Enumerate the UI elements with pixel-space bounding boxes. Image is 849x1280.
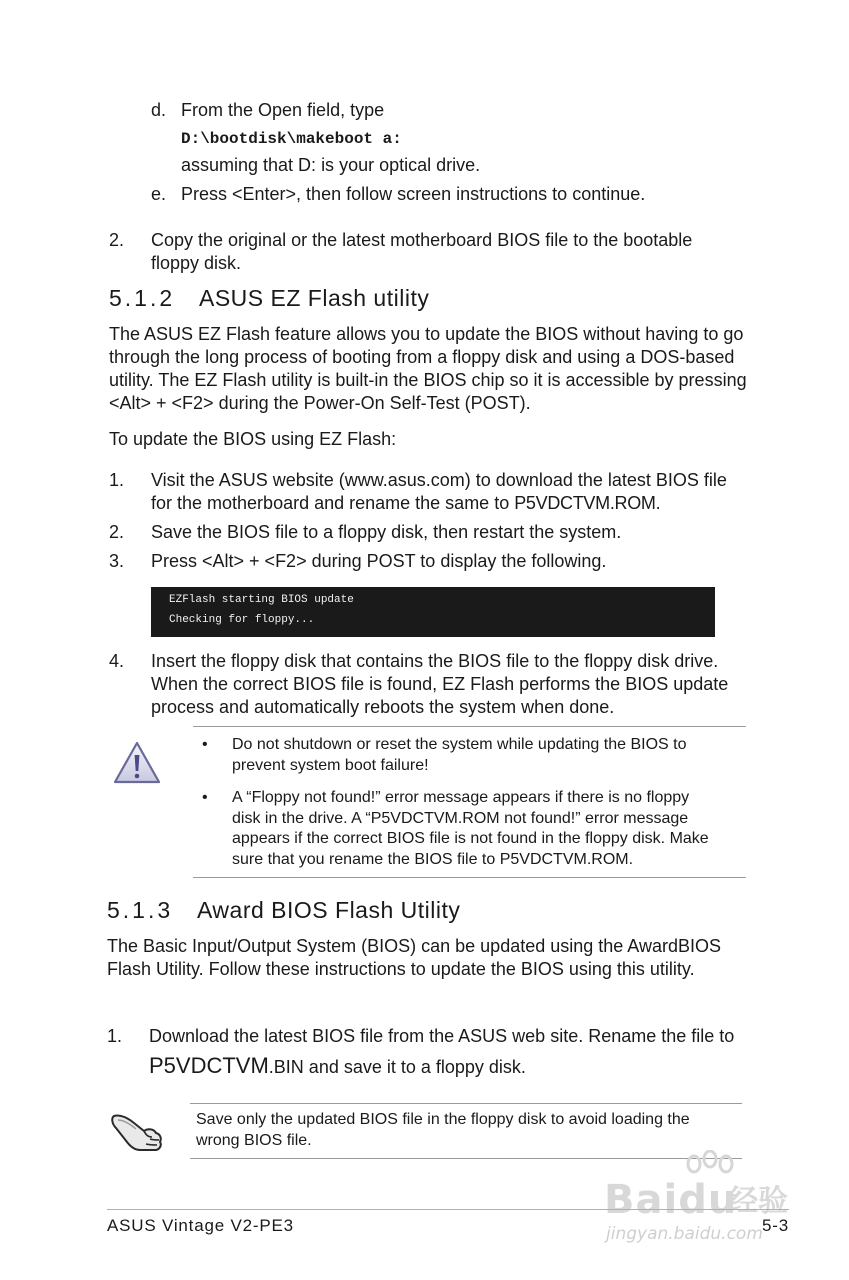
caution-top-rule <box>193 726 746 727</box>
award-step-1 <box>107 1022 747 1082</box>
section-512-title: ASUS EZ Flash utility <box>199 285 430 311</box>
caution-text: Do not shutdown or reset the system while updating the BIOS to prevent system boot failure! <box>232 736 687 774</box>
step-2-text: Copy the original or the latest motherboard BIOS file to the bootable floppy disk. <box>151 230 693 273</box>
section-513-number: 5.1.3 <box>107 897 174 923</box>
step-d-marker: d. <box>151 100 167 120</box>
ezflash-terminal <box>151 587 715 637</box>
footer-product-name: ASUS Vintage V2-PE3 <box>107 1216 294 1235</box>
list-item-text <box>151 469 739 515</box>
caution-bullets <box>200 735 720 870</box>
list-item <box>200 735 720 776</box>
note-top-rule <box>190 1103 742 1104</box>
list-item-text: Press <Alt> + <F2> during POST to display the following. <box>151 551 607 571</box>
step-e-marker: e. <box>151 184 167 204</box>
step-d-note: assuming that D: is your optical drive. <box>181 155 481 175</box>
footer-rule <box>107 1209 789 1210</box>
list-item <box>109 521 739 544</box>
step-2-copy <box>109 229 739 275</box>
watermark-url: jingyan.baidu.com <box>606 1224 763 1244</box>
bullet-marker: • <box>202 789 208 806</box>
step-d-text: From the Open field, type <box>181 100 385 120</box>
watermark-logo: Baidu <box>604 1177 738 1223</box>
section-512-intro: The ASUS EZ Flash feature allows you to update the BIOS without having to go through the long process of booting from a floppy disk and using a DOS-based utility. The EZ Flash utility is built-in the BIOS chip so it is accessible by pressing <Alt> + <F2> during the Power-On Self-Test (POST). <box>109 324 747 413</box>
note-text: Save only the updated BIOS file in the floppy disk to avoid loading the wrong BIOS file. <box>196 1111 690 1149</box>
step-4-marker: 4. <box>109 651 125 671</box>
step-4-text: Insert the floppy disk that contains the BIOS file to the floppy disk drive. When the correct BIOS file is found, EZ Flash performs the BIOS update process and automatically reboots the system when done. <box>151 651 729 717</box>
list-item-marker: 3. <box>109 551 125 571</box>
step-1-text: Visit the ASUS website (www.asus.com) to download the latest BIOS file for the motherboard and rename the same to <box>151 470 727 513</box>
bullet-marker: • <box>202 736 208 753</box>
list-item-marker: 1. <box>109 470 125 490</box>
footer-page-number: 5-3 <box>762 1216 789 1235</box>
section-513-title: Award BIOS Flash Utility <box>197 897 461 923</box>
section-512-number: 5.1.2 <box>109 285 176 311</box>
award-step-1-marker: 1. <box>107 1026 123 1046</box>
watermark-cn: 经验 <box>728 1184 788 1219</box>
bin-filename: P5VDCTVM <box>149 1053 269 1078</box>
step-4-insert-floppy <box>109 650 739 719</box>
section-513-heading <box>107 897 747 924</box>
step-e-text: Press <Enter>, then follow screen instructions to continue. <box>181 184 646 204</box>
step-d <box>151 99 771 206</box>
list-item-marker: 2. <box>109 522 125 542</box>
award-step-1-text <box>149 1022 747 1082</box>
terminal-line: EZFlash starting BIOS update <box>169 594 354 606</box>
terminal-line: Checking for floppy... <box>169 614 315 626</box>
list-item <box>109 469 739 515</box>
award-step-1-before: Download the latest BIOS file from the ASUS web site. Rename the file to <box>149 1026 735 1046</box>
caution-text: A “Floppy not found!” error message appears if there is no floppy disk in the drive. A “P5VDCTVM.ROM not found!” error message appears if the correct BIOS file is not found in the floppy disk. Make sure that you rename the BIOS file to P5VDCTVM.ROM. <box>232 789 709 868</box>
rom-filename: P5VDCTVM.ROM <box>514 493 656 513</box>
ez-flash-steps <box>109 469 739 573</box>
list-item <box>200 788 720 870</box>
warning-triangle-icon <box>112 740 162 786</box>
step-2-marker: 2. <box>109 230 125 250</box>
step-1-tail: . <box>655 493 661 513</box>
section-512-heading <box>109 285 749 312</box>
makeboot-command: D:\bootdisk\makeboot a: <box>181 130 402 148</box>
award-step-1-after: .BIN and save it to a floppy disk. <box>268 1057 526 1077</box>
pointing-hand-icon <box>110 1110 166 1154</box>
caution-bottom-rule <box>193 877 746 878</box>
list-item <box>109 550 739 573</box>
section-512-lead: To update the BIOS using EZ Flash: <box>109 429 397 449</box>
list-item-text: Save the BIOS file to a floppy disk, then restart the system. <box>151 522 622 542</box>
section-513-intro: The Basic Input/Output System (BIOS) can be updated using the AwardBIOS Flash Utility. Follow these instructions to update the BIOS using this utility. <box>107 936 722 979</box>
